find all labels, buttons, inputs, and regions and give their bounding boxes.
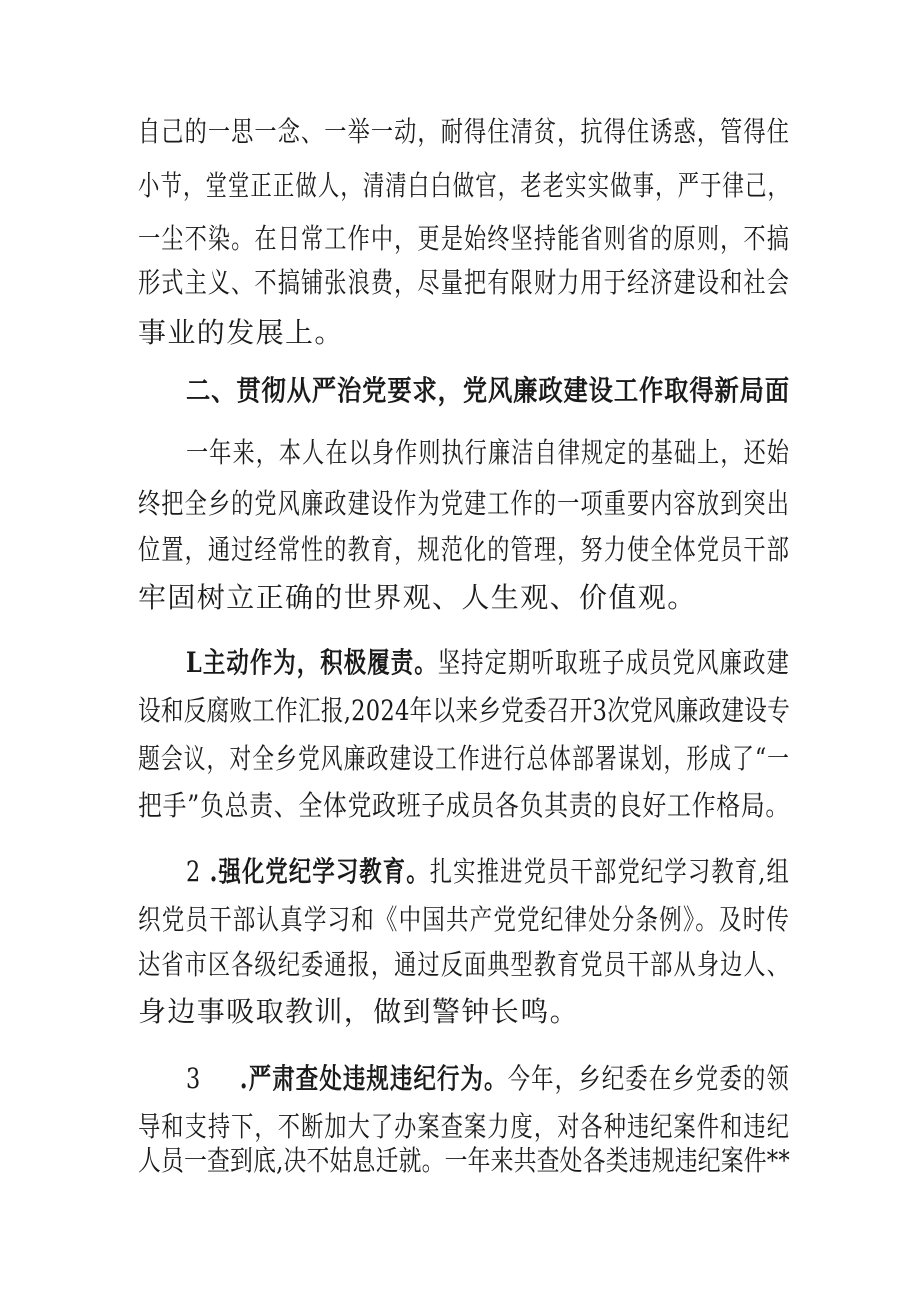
paragraph-line: 织党员干部认真学习和《中国共产党党纪律处分条例》。及时传 [138, 903, 790, 936]
paragraph-line: 达省市区各级纪委通报，通过反面典型教育党员干部从身边人、 [138, 948, 790, 981]
paragraph-line: 终把全乡的党风廉政建设作为党建工作的一项重要内容放到突出 [138, 487, 790, 520]
item-text: 坚持定期听取班子成员党风廉政建 [437, 646, 790, 679]
paragraph-line: 题会议，对全乡党风廉政建设工作进行总体部署谋划，形成了“一 [138, 742, 791, 775]
paragraph-line: 身边事吸取教训，做到警钟长鸣。 [138, 995, 580, 1028]
paragraph-line: 自己的一思一念、一举一动，耐得住清贫，抗得住诱惑，管得住 [138, 115, 790, 148]
paragraph-line: 设和反腐败工作汇报,2024年以来乡党委召开3次党风廉政建设专 [138, 694, 790, 727]
paragraph-line: 位置，通过经常性的教育，规范化的管理，努力使全体党员干部 [138, 533, 790, 566]
list-item-first-line [186, 852, 790, 892]
item-title: .强化党纪学习教育。 [209, 855, 430, 888]
paragraph-line: 一尘不染。在日常工作中，更是始终坚持能省则省的原则，不搞 [138, 222, 790, 255]
item-text: 扎实推进党员干部党纪学习教育,组 [429, 855, 790, 888]
paragraph-line: 牢固树立正确的世界观、人生观、价值观。 [138, 581, 697, 614]
paragraph-line: 事业的发展上。 [138, 316, 344, 349]
item-number: 2 [186, 855, 202, 888]
paragraph-line: 把手”负总责、全体党政班子成员各负其责的良好工作格局。 [138, 789, 791, 822]
list-item-first-line [186, 1059, 790, 1099]
item-title: L主动作为，积极履责。 [186, 646, 438, 679]
list-item-first-line [186, 643, 790, 683]
paragraph-line: 导和支持下，不断加大了办案查案力度，对各种违纪案件和违纪 [138, 1110, 790, 1143]
section-heading: 二、贯彻从严治党要求，党风廉政建设工作取得新局面 [186, 374, 791, 407]
paragraph-line: 人员一查到底,决不姑息迁就。一年来共查处各类违规违纪案件** [138, 1144, 790, 1177]
item-text: 今年，乡纪委在乡党委的领 [507, 1062, 790, 1095]
item-number: 3 [186, 1062, 202, 1095]
paragraph-line: 形式主义、不搞铺张浪费，尽量把有限财力用于经济建设和社会 [138, 266, 790, 299]
paragraph-line: 小节，堂堂正正做人，清清白白做官，老老实实做事，严于律己， [138, 169, 790, 202]
item-title: .严肃查处违规违纪行为。 [239, 1062, 508, 1095]
paragraph-line: 一年来，本人在以身作则执行廉洁自律规定的基础上，还始 [186, 436, 791, 469]
